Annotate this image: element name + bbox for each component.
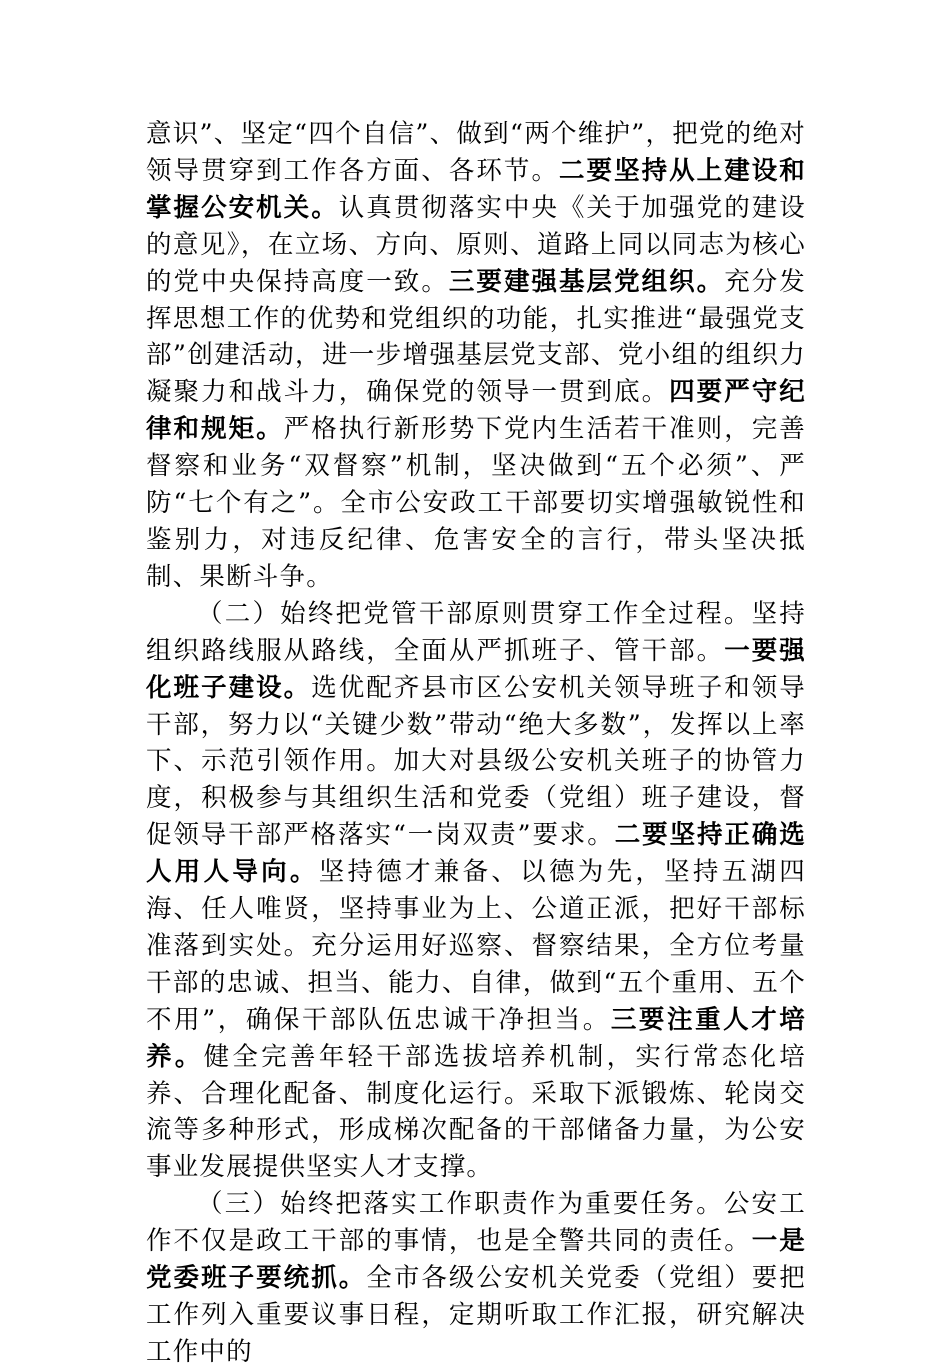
text-run: 坚持组织路线服从路线，全面从严抓班子、管干部。 (146, 598, 806, 666)
text-run: 认真贯彻落实中央《关于加强党的建设的意见》，在立场、方向、原则、道路上同以同志为核心的党中央保持高度一致。 (146, 192, 806, 297)
section-heading: （三）始终把落实工作职责作为重要任务。 (197, 1189, 724, 1220)
text-run: 健全完善年轻干部选拔培养机制，实行常态化培养、合理化配备、制度化运行。采取下派锻炼、轮岗交流等多种形式，形成梯次配备的干部储备力量，为公安事业发展提供坚实人才支撑。 (146, 1041, 806, 1183)
bold-heading: 一是党委班子要统抓。 (146, 1226, 807, 1294)
bold-heading: 三要注重人才培养。 (146, 1004, 807, 1072)
bold-heading: 三要建强基层党组织。 (448, 266, 725, 297)
bold-heading: 二要坚持从上建设和掌握公安机关。 (146, 155, 806, 223)
document-body (146, 116, 806, 1371)
text-run: 充分发挥思想工作的优势和党组织的功能，扎实推进“最强党支部”创建活动，进一步增强基层党支部、党小组的组织力凝聚力和战斗力，确保党的领导一贯到底。 (146, 266, 806, 408)
paragraph-1 (146, 116, 806, 596)
paragraph-3 (146, 1186, 806, 1371)
text-run: 意识”、坚定“四个自信”、做到“两个维护”，把党的绝对领导贯穿到工作各方面、各环节。 (146, 119, 806, 186)
section-heading: （二）始终把党管干部原则贯穿工作全过程。 (197, 598, 752, 629)
text-run: 全市各级公安机关党委（党组）要把工作列入重要议事日程，定期听取工作汇报，研究解决工作中的 (146, 1263, 806, 1367)
paragraph-2 (146, 596, 806, 1187)
bold-heading: 二要坚持正确选人用人导向。 (146, 820, 806, 888)
text-run: 选优配齐县市区公安机关领导班子和领导干部，努力以“关键少数”带动“绝大多数”，发挥以上率下、示范引领作用。加大对县级公安机关班子的协管力度，积极参与其组织生活和党委（党组）班子建设，督促领导干部严格落实“一岗双责”要求。 (146, 672, 807, 851)
text-run: 严格执行新形势下党内生活若干准则，完善督察和业务“双督察”机制，坚决做到“五个必须”、严防“七个有之”。全市公安政工干部要切实增强敏锐性和鉴别力，对违反纪律、危害安全的言行，带头坚决抵制、果断斗争。 (146, 414, 806, 592)
bold-heading: 一要强化班子建设。 (146, 635, 807, 703)
text-run: 坚持德才兼备、以德为先，坚持五湖四海、任人唯贤，坚持事业为上、公道正派，把好干部标准落到实处。充分运用好巡察、督察结果，全方位考量干部的忠诚、担当、能力、自律，做到“五个重用、五个不用”，确保干部队伍忠诚干净担当。 (146, 857, 806, 1035)
text-run: 公安工作不仅是政工干部的事情，也是全警共同的责任。 (146, 1189, 806, 1257)
bold-heading: 四要严守纪律和规矩。 (146, 377, 806, 445)
